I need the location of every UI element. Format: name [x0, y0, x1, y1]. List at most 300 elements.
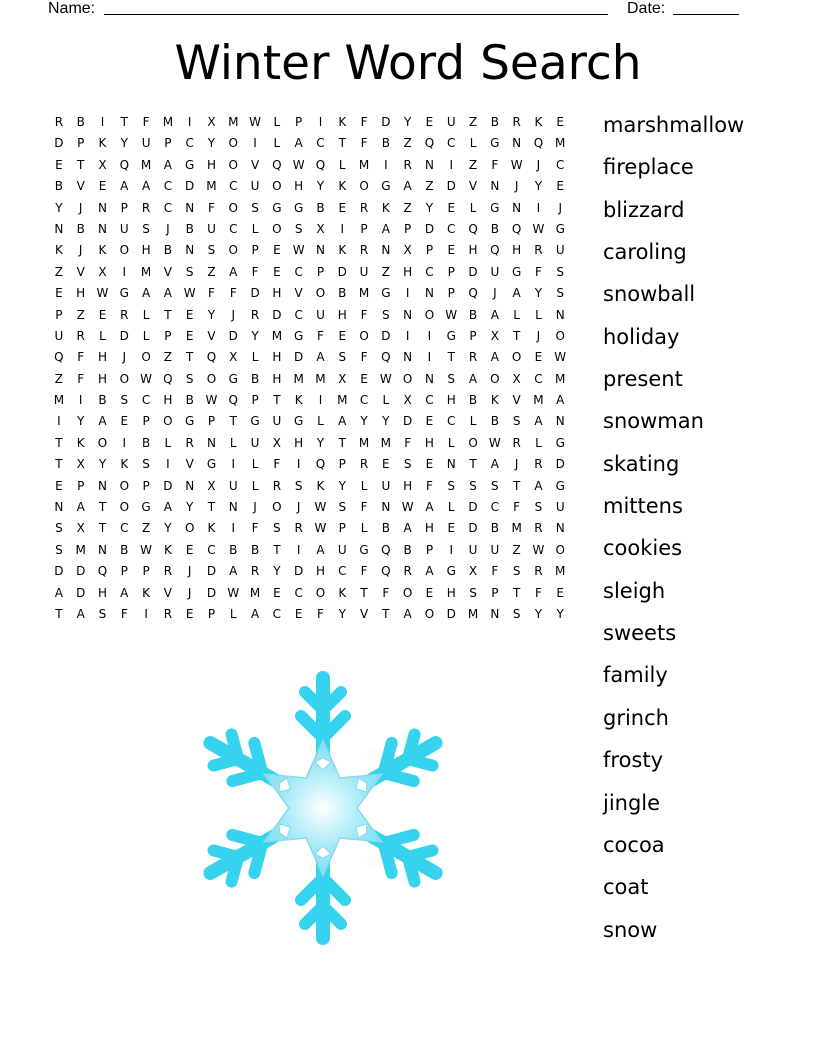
grid-letter: O — [315, 286, 326, 301]
grid-letter: P — [425, 243, 434, 258]
grid-letter: E — [447, 200, 456, 215]
grid-letter: Q — [424, 136, 435, 151]
grid-letter: A — [490, 457, 499, 472]
grid-letter: I — [318, 393, 323, 408]
grid-letter: I — [405, 328, 410, 343]
grid-letter: R — [403, 564, 412, 579]
grid-letter: E — [338, 328, 347, 343]
grid-letter: V — [163, 264, 172, 279]
grid-letter: W — [183, 286, 196, 301]
grid-letter: J — [514, 179, 519, 194]
grid-letter: F — [317, 606, 324, 621]
grid-letter: M — [206, 179, 217, 194]
grid-letter: E — [556, 585, 565, 600]
grid-letter: K — [76, 435, 85, 450]
grid-letter: R — [534, 243, 543, 258]
grid-letter: Z — [207, 264, 216, 279]
grid-letter: S — [403, 457, 412, 472]
grid-letter: C — [359, 393, 369, 408]
grid-letter: Q — [533, 136, 544, 151]
word-list-item: snowball — [603, 282, 696, 307]
grid-row — [48, 262, 571, 283]
grid-letter: F — [491, 564, 499, 579]
grid-letter: U — [446, 115, 456, 129]
grid-letter: S — [512, 564, 521, 579]
grid-letter: X — [272, 435, 281, 450]
grid-letter: H — [403, 478, 413, 493]
grid-letter: R — [54, 115, 64, 129]
grid-letter: P — [404, 221, 412, 236]
grid-letter: R — [359, 243, 369, 258]
grid-letter: D — [206, 564, 217, 579]
grid-letter: Y — [360, 414, 368, 429]
grid-letter: P — [55, 307, 63, 322]
letter-grid — [48, 112, 571, 625]
grid-letter: U — [119, 221, 129, 236]
grid-letter: M — [53, 393, 65, 408]
grid-letter: B — [381, 136, 390, 151]
grid-letter: W — [249, 115, 261, 129]
grid-letter: Z — [468, 157, 478, 172]
grid-letter: N — [555, 521, 565, 536]
grid-letter: O — [424, 307, 435, 322]
grid-letter: H — [206, 157, 216, 172]
grid-letter: W — [140, 542, 153, 557]
grid-letter: K — [381, 200, 390, 215]
grid-letter: N — [54, 500, 64, 515]
grid-letter: B — [141, 435, 151, 450]
grid-letter: L — [447, 500, 455, 515]
grid-letter: O — [272, 500, 282, 515]
grid-letter: M — [75, 542, 86, 557]
grid-letter: T — [512, 585, 521, 600]
grid-row — [48, 176, 571, 197]
grid-letter: G — [294, 328, 304, 343]
grid-letter: D — [294, 564, 304, 579]
grid-letter: P — [295, 115, 303, 129]
grid-letter: J — [493, 286, 497, 301]
worksheet-header — [0, 0, 816, 22]
grid-letter: D — [446, 606, 456, 621]
grid-letter: R — [163, 564, 173, 579]
grid-row — [48, 476, 571, 497]
grid-letter: A — [76, 500, 85, 515]
grid-letter: G — [206, 457, 217, 472]
grid-letter: S — [273, 521, 281, 536]
grid-letter: I — [166, 457, 170, 472]
grid-letter: C — [163, 179, 173, 194]
grid-letter: O — [359, 328, 369, 343]
grid-letter: G — [272, 200, 282, 215]
grid-letter: H — [97, 371, 107, 386]
grid-letter: I — [449, 157, 454, 172]
grid-letter: B — [316, 200, 325, 215]
grid-letter: E — [120, 414, 129, 429]
grid-letter: I — [187, 115, 192, 129]
grid-letter: N — [185, 478, 195, 493]
grid-letter: D — [424, 221, 435, 236]
grid-letter: T — [164, 307, 172, 322]
grid-letter: Y — [164, 521, 172, 536]
grid-letter: O — [119, 371, 130, 386]
grid-letter: K — [316, 478, 325, 493]
grid-letter: F — [142, 115, 150, 129]
grid-letter: B — [120, 542, 129, 557]
grid-letter: F — [317, 328, 324, 343]
grid-letter: U — [316, 307, 325, 322]
word-list-item: frosty — [603, 748, 664, 773]
grid-letter: K — [207, 521, 216, 536]
grid-letter: C — [425, 264, 434, 279]
grid-letter: H — [403, 264, 413, 279]
grid-letter: T — [382, 606, 390, 621]
grid-letter: I — [253, 136, 257, 151]
grid-letter: S — [512, 414, 521, 429]
grid-letter: L — [273, 136, 281, 151]
grid-letter: U — [490, 264, 500, 279]
grid-letter: W — [532, 542, 545, 557]
grid-row — [48, 390, 571, 411]
grid-letter: Y — [98, 457, 107, 472]
grid-letter: N — [185, 200, 195, 215]
grid-letter: P — [469, 328, 477, 343]
grid-letter: S — [447, 478, 456, 493]
grid-letter: N — [206, 435, 216, 450]
grid-letter: W — [532, 221, 545, 236]
grid-letter: V — [294, 286, 303, 301]
grid-letter: N — [228, 500, 238, 515]
word-list-item: sweets — [603, 621, 677, 646]
grid-letter: P — [120, 564, 128, 579]
grid-letter: A — [403, 179, 412, 194]
grid-letter: A — [76, 606, 85, 621]
grid-letter: X — [76, 457, 85, 472]
grid-letter: R — [250, 307, 260, 322]
grid-letter: J — [253, 500, 257, 515]
grid-letter: P — [77, 136, 85, 151]
grid-letter: G — [294, 414, 304, 429]
grid-letter: I — [122, 264, 127, 279]
grid-row — [48, 454, 571, 475]
grid-letter: N — [512, 200, 522, 215]
name-label: Name: — [48, 0, 96, 17]
word-list-item: jingle — [603, 790, 661, 815]
grid-letter: O — [359, 179, 369, 194]
grid-letter: D — [206, 585, 217, 600]
grid-letter: L — [142, 328, 150, 343]
grid-letter: N — [446, 457, 456, 472]
grid-letter: X — [403, 243, 412, 258]
grid-letter: E — [273, 264, 281, 279]
grid-letter: A — [98, 414, 107, 429]
grid-letter: T — [186, 350, 194, 365]
grid-letter: F — [425, 478, 433, 493]
grid-row — [48, 133, 571, 154]
grid-letter: T — [360, 585, 368, 600]
grid-letter: O — [402, 371, 413, 386]
grid-letter: B — [468, 307, 478, 322]
grid-letter: F — [77, 371, 85, 386]
grid-letter: A — [163, 500, 172, 515]
grid-letter: T — [98, 500, 107, 515]
grid-letter: D — [76, 585, 86, 600]
grid-letter: Q — [381, 564, 391, 579]
grid-letter: L — [513, 307, 520, 322]
grid-letter: V — [185, 457, 194, 472]
grid-letter: T — [55, 606, 63, 621]
grid-row — [48, 347, 571, 368]
grid-row — [48, 497, 571, 518]
grid-letter: P — [164, 328, 172, 343]
grid-letter: L — [273, 115, 281, 129]
grid-letter: B — [98, 393, 107, 408]
grid-letter: C — [447, 221, 456, 236]
grid-letter: S — [534, 500, 543, 515]
grid-letter: G — [555, 435, 565, 450]
grid-letter: D — [228, 328, 238, 343]
grid-letter: S — [142, 457, 150, 472]
grid-letter: B — [338, 286, 347, 301]
grid-letter: U — [555, 500, 565, 515]
grid-letter: R — [534, 521, 543, 536]
grid-letter: Y — [186, 500, 194, 515]
grid-letter: G — [141, 500, 151, 515]
grid-letter: Y — [382, 414, 390, 429]
grid-letter: C — [120, 521, 129, 536]
grid-letter: F — [360, 136, 368, 151]
grid-letter: L — [251, 457, 259, 472]
grid-letter: I — [100, 115, 105, 129]
date-blank-line[interactable] — [673, 14, 739, 15]
grid-letter: I — [296, 457, 301, 472]
grid-letter: V — [250, 157, 260, 172]
grid-letter: P — [164, 136, 172, 151]
grid-letter: X — [229, 350, 238, 365]
grid-letter: B — [250, 371, 260, 386]
grid-letter: D — [54, 136, 64, 151]
grid-letter: N — [490, 606, 500, 621]
grid-letter: N — [555, 414, 565, 429]
grid-letter: C — [294, 264, 303, 279]
grid-letter: Z — [512, 542, 521, 557]
grid-letter: W — [314, 500, 327, 515]
grid-letter: F — [360, 350, 368, 365]
word-list-item: cookies — [603, 536, 683, 561]
grid-letter: M — [337, 393, 348, 408]
grid-row — [48, 411, 571, 432]
grid-letter: F — [120, 606, 128, 621]
grid-letter: P — [447, 264, 455, 279]
grid-letter: C — [163, 200, 173, 215]
grid-letter: O — [228, 200, 238, 215]
grid-letter: A — [294, 136, 303, 151]
grid-letter: V — [512, 393, 521, 408]
grid-letter: V — [359, 606, 369, 621]
grid-letter: U — [250, 435, 260, 450]
grid-letter: G — [555, 478, 565, 493]
grid-letter: K — [142, 585, 151, 600]
grid-letter: O — [228, 243, 238, 258]
grid-letter: T — [469, 457, 477, 472]
grid-letter: L — [164, 435, 172, 450]
grid-letter: A — [490, 350, 499, 365]
grid-letter: T — [512, 328, 521, 343]
grid-letter: M — [228, 115, 239, 129]
grid-letter: X — [98, 157, 107, 172]
grid-letter: E — [382, 457, 390, 472]
word-list-item: caroling — [603, 240, 687, 265]
grid-letter: H — [468, 243, 478, 258]
grid-letter: B — [490, 221, 499, 236]
grid-letter: B — [185, 221, 194, 236]
grid-letter: P — [142, 478, 150, 493]
grid-letter: G — [185, 414, 195, 429]
grid-letter: T — [447, 350, 455, 365]
grid-letter: P — [316, 264, 325, 279]
grid-letter: Q — [228, 393, 238, 408]
grid-letter: D — [185, 179, 195, 194]
grid-letter: T — [273, 542, 281, 557]
grid-letter: F — [208, 200, 215, 215]
grid-letter: O — [315, 585, 326, 600]
grid-letter: L — [447, 435, 455, 450]
grid-letter: Q — [206, 350, 217, 365]
grid-letter: F — [404, 435, 412, 450]
grid-letter: K — [294, 393, 303, 408]
grid-letter: R — [76, 328, 85, 343]
grid-letter: Y — [77, 414, 85, 429]
word-list-item: mittens — [603, 494, 683, 519]
grid-letter: P — [207, 414, 216, 429]
grid-letter: A — [468, 371, 478, 386]
grid-letter: H — [424, 435, 434, 450]
grid-letter: P — [77, 478, 85, 493]
grid-letter: L — [469, 136, 477, 151]
grid-letter: Q — [119, 157, 130, 172]
grid-letter: V — [163, 585, 172, 600]
grid-letter: F — [491, 157, 499, 172]
grid-letter: H — [337, 307, 347, 322]
grid-row — [48, 305, 571, 326]
grid-letter: M — [467, 606, 479, 621]
grid-letter: M — [140, 157, 152, 172]
grid-letter: E — [273, 585, 281, 600]
grid-letter: I — [57, 414, 61, 429]
grid-letter: A — [141, 179, 151, 194]
grid-letter: D — [76, 564, 86, 579]
grid-letter: O — [272, 179, 282, 194]
grid-letter: B — [76, 221, 85, 236]
grid-letter: M — [555, 371, 566, 386]
grid-letter: A — [163, 286, 172, 301]
grid-letter: J — [166, 221, 170, 236]
grid-letter: T — [273, 393, 281, 408]
grid-letter: N — [98, 221, 107, 236]
grid-row — [48, 518, 571, 539]
grid-letter: O — [555, 542, 565, 557]
grid-letter: G — [250, 414, 260, 429]
grid-letter: F — [251, 521, 259, 536]
grid-letter: J — [187, 585, 192, 600]
snowflake-icon — [198, 668, 448, 948]
grid-letter: P — [338, 457, 346, 472]
grid-letter: N — [381, 500, 391, 515]
grid-letter: E — [556, 179, 565, 194]
grid-letter: T — [338, 435, 346, 450]
grid-letter: I — [405, 286, 410, 301]
grid-letter: F — [360, 564, 368, 579]
grid-letter: J — [536, 328, 541, 343]
grid-letter: F — [273, 457, 281, 472]
grid-letter: P — [142, 414, 150, 429]
grid-letter: S — [98, 606, 107, 621]
grid-row — [48, 240, 571, 261]
grid-letter: H — [272, 350, 282, 365]
grid-letter: O — [184, 521, 195, 536]
grid-letter: W — [488, 435, 501, 450]
grid-letter: F — [229, 286, 237, 301]
grid-letter: N — [403, 350, 413, 365]
grid-letter: W — [292, 157, 305, 172]
grid-letter: M — [293, 371, 304, 386]
grid-letter: D — [446, 179, 456, 194]
grid-letter: W — [205, 393, 218, 408]
grid-letter: G — [446, 564, 456, 579]
grid-letter: A — [512, 286, 521, 301]
grid-letter: D — [381, 115, 391, 129]
grid-letter: Y — [338, 478, 346, 493]
grid-letter: T — [98, 521, 107, 536]
grid-letter: G — [294, 200, 304, 215]
grid-letter: Q — [381, 542, 391, 557]
grid-letter: G — [381, 179, 391, 194]
grid-letter: D — [272, 307, 282, 322]
grid-letter: P — [425, 542, 434, 557]
grid-letter: S — [556, 264, 565, 279]
grid-letter: L — [469, 200, 477, 215]
grid-letter: J — [536, 157, 541, 172]
grid-letter: H — [141, 243, 151, 258]
grid-letter: L — [360, 478, 368, 493]
grid-letter: S — [251, 200, 259, 215]
grid-letter: Y — [338, 606, 346, 621]
grid-letter: O — [490, 371, 500, 386]
grid-letter: S — [469, 585, 477, 600]
page-title: Winter Word Search — [174, 36, 642, 91]
grid-letter: E — [425, 585, 434, 600]
grid-letter: I — [384, 157, 388, 172]
grid-letter: B — [229, 542, 238, 557]
grid-letter: R — [163, 606, 173, 621]
grid-letter: X — [338, 371, 347, 386]
grid-letter: G — [490, 200, 500, 215]
grid-letter: R — [534, 564, 543, 579]
grid-letter: I — [536, 200, 541, 215]
grid-letter: E — [185, 328, 194, 343]
grid-letter: E — [55, 478, 63, 493]
grid-letter: Q — [490, 243, 500, 258]
grid-letter: N — [185, 243, 195, 258]
grid-letter: S — [382, 307, 390, 322]
grid-letter: D — [468, 500, 478, 515]
grid-letter: B — [76, 115, 85, 129]
name-blank-line[interactable] — [104, 14, 608, 15]
grid-letter: S — [338, 500, 347, 515]
grid-letter: X — [490, 328, 499, 343]
grid-letter: O — [511, 350, 522, 365]
grid-letter: D — [381, 328, 391, 343]
grid-letter: L — [251, 221, 259, 236]
